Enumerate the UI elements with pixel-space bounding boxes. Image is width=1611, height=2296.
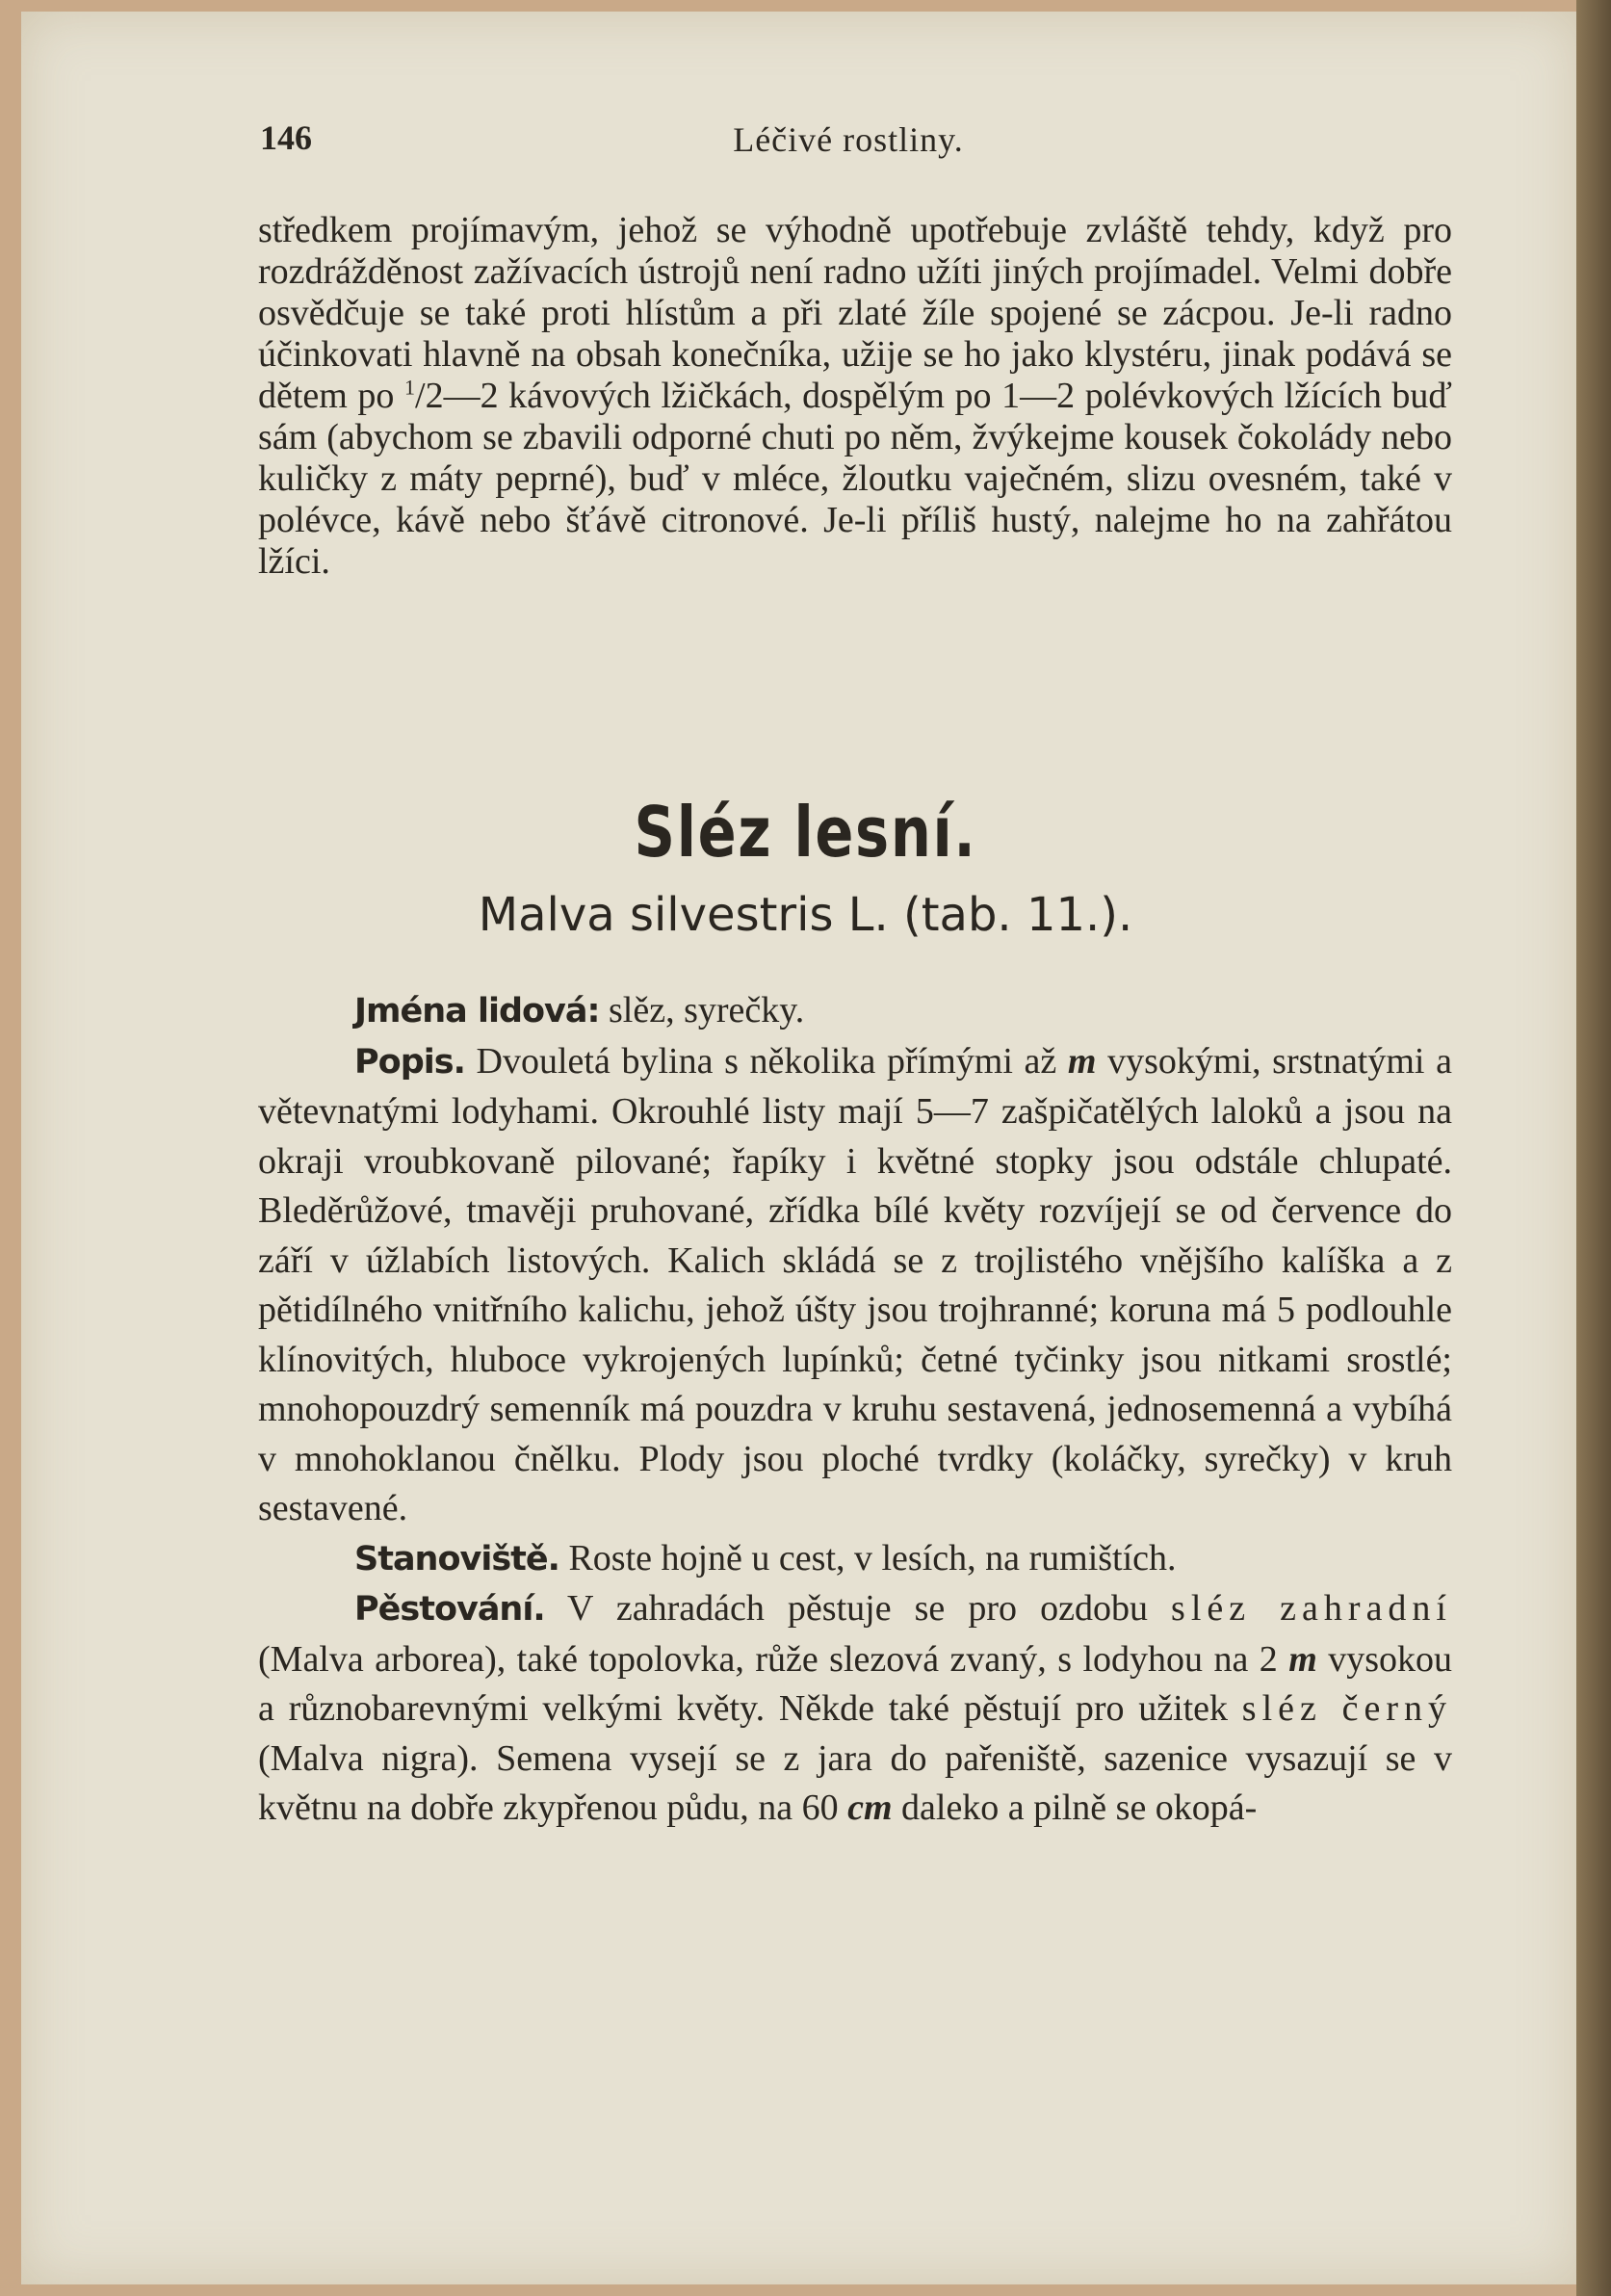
paragraph-continuation: středkem projímavým, jehož se výhodně upotřebuje zvláště tehdy, když pro rozdrážděnost zažívacích ústrojů není radno užíti jiných projímadel. Velmi dobře osvědčuje se také proti hlístům a při zlaté žíle spojené se zácpou. Je-li radno účinkovati hlavně na obsah konečníka, užije se ho jako klystéru, jinak podává se dětem po $^1$/2—2 kávových lžičkách, dospělým po 1—2 polévkových lžících buď sám (abychom se zbavili odporné chuti po něm, žvýkejme kousek čokolády nebo kuličky z máty peprné), buď v mléce, žloutku vaječném, slizu ovesném, také v polévce, kávě nebo šťávě citronové. Je-li příliš hustý, nalejme ho na zahřátou lžíci. — [258, 210, 1452, 582]
description-label: Popis. — [354, 1042, 465, 1082]
section-title: Sléz lesní. — [634, 792, 977, 873]
running-title: Léčivé rostliny. — [733, 120, 964, 159]
running-head — [237, 117, 1460, 166]
habitat-paragraph: Stanoviště. Roste hojně u cest, v lesích, na rumištích. — [354, 1537, 1177, 1578]
cultivation-paragraph: Pěstování. V zahradách pěstuje se pro ozdobu sléz zahradní (Malva arborea), také topolovka, růže slezová zvaný, s lodyhou na 2 m vysokou a různobarevnými velkými květy. Někde také pěstují pro užitek sléz černý (Malva nigra). Semena vysejí se z jara do pařeniště, sazenice vysazují se v květnu na dobře zkypřenou půdu, na 60 cm daleko a pilně se okopá- — [258, 1588, 1452, 1828]
cultivation-label: Pěstování. — [354, 1590, 545, 1629]
folk-names-paragraph: Jména lidová: slěz, syrečky. — [354, 990, 805, 1031]
description-paragraph: Popis. Dvouletá bylina s několika přímými až m vysokými, srstnatými a větevnatými lodyhami. Okrouhlé listy mají 5—7 zašpičatělých laloků a jsou na okraji vroubkovaně pilované; řapíky i květné stopky jsou odstále chlupaté. Bleděrůžové, tmavěji pruhované, zřídka bílé květy rozvíjejí se od července do září v úžlabích listových. Kalich skládá se z trojlistého vnějšího kalíška a z pětidílného vnitřního kalichu, jehož úšty jsou trojhranné; koruna má 5 podlouhle klínovitých, hluboce vykrojených lupínků; četné tyčinky jsou nitkami srostlé; mnohopouzdrý semenník má pouzdra v kruhu sestavená, jednosemenná a vybíhá v mnohoklanou čnělku. Plody jsou ploché tvrdky (koláčky, syrečky) v kruh sestavené. — [258, 1040, 1452, 1528]
fraction-numerator: 1 — [404, 375, 416, 400]
habitat-label: Stanoviště. — [354, 1539, 559, 1578]
previous-section-text — [258, 210, 1452, 583]
section-subtitle: Malva silvestris L. (tab. 11.). — [478, 888, 1133, 942]
section-body — [258, 986, 1452, 1834]
page-number: 146 — [260, 118, 312, 157]
fraction-denominator: /2 — [415, 376, 444, 416]
folk-names-label: Jména lidová: — [354, 992, 600, 1031]
book-binding-edge — [1576, 0, 1611, 2296]
